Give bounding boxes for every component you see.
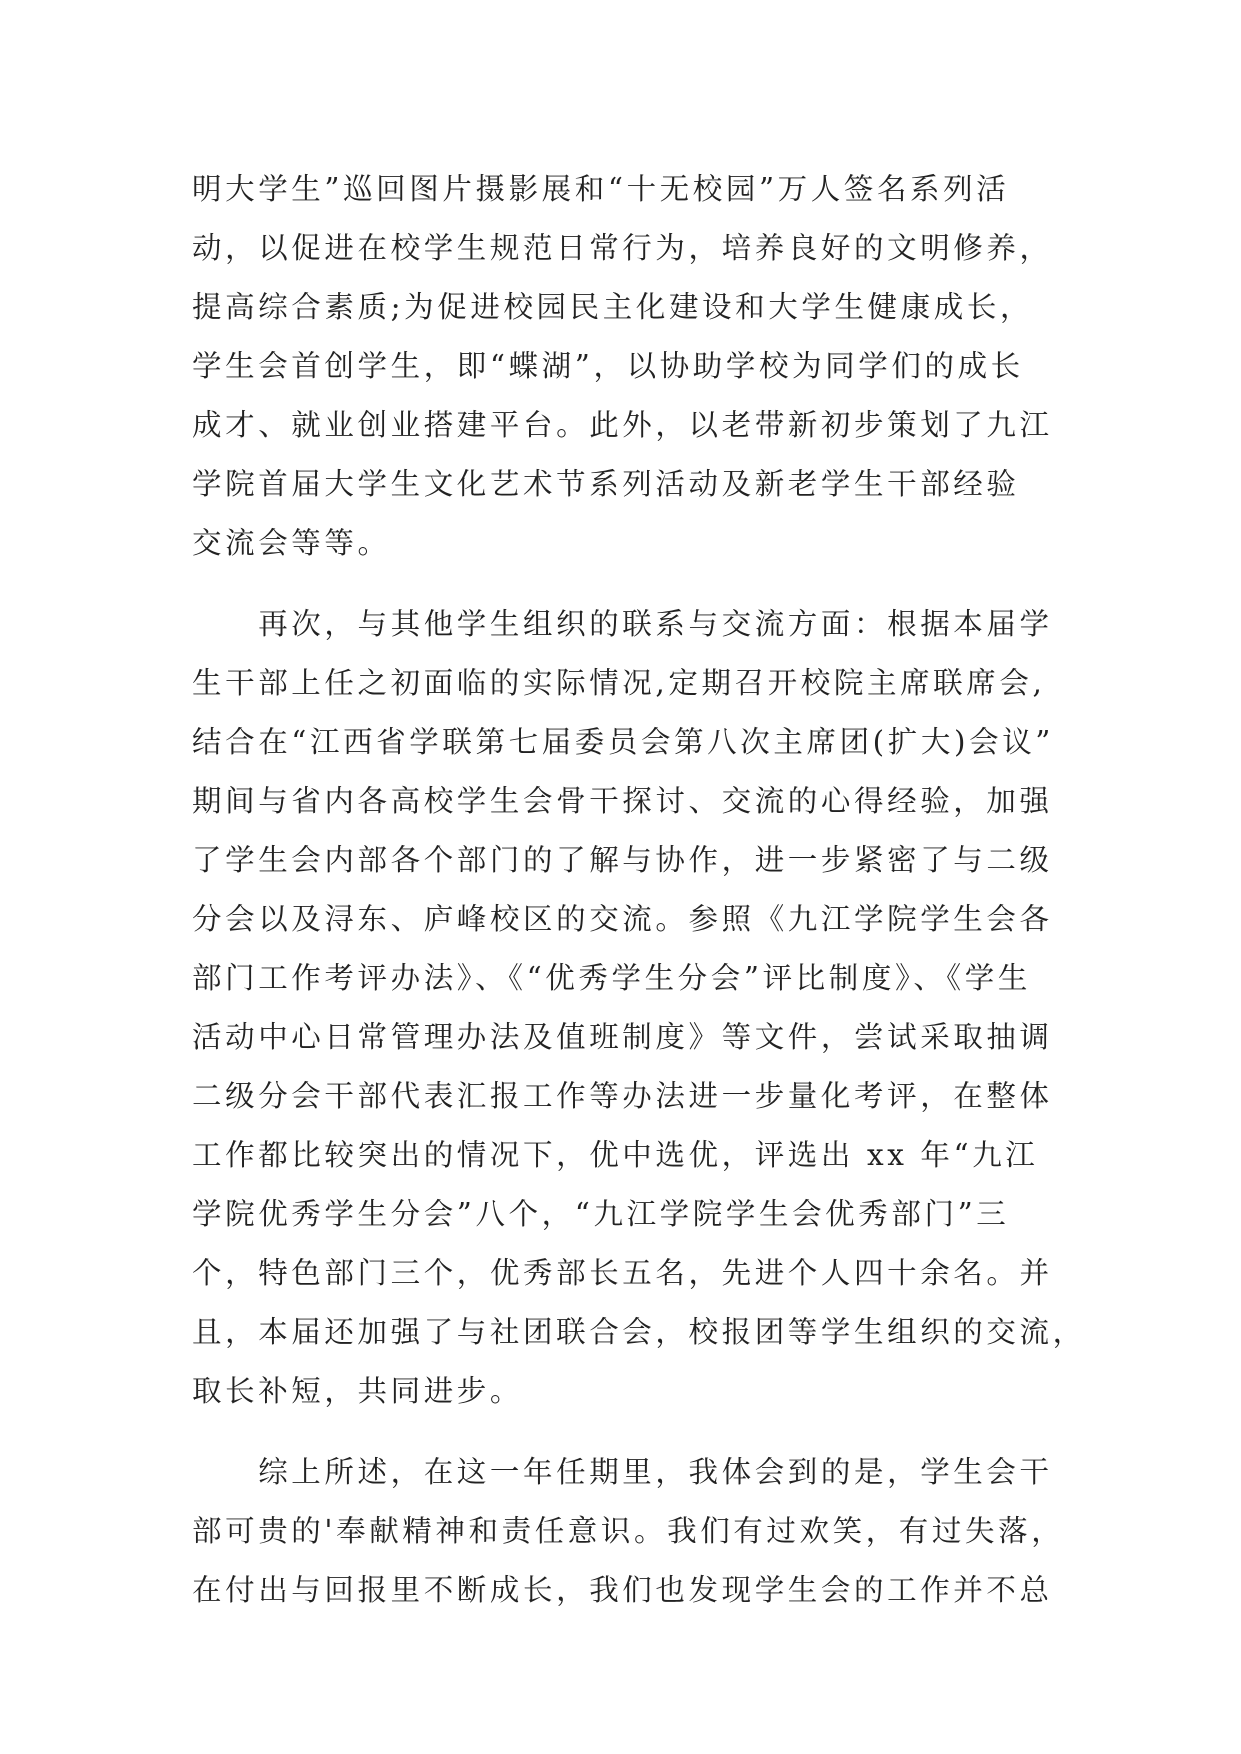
document-body (192, 160, 1086, 1620)
paragraph-spacer (192, 1421, 1052, 1443)
paragraph-1 (192, 160, 1052, 573)
text-line: 了学生会内部各个部门的了解与协作，进一步紧密了与二级 (192, 843, 1053, 877)
paragraph-2 (192, 595, 1086, 1421)
paragraph-spacer (192, 573, 1052, 595)
text-line: 部可贵的'奉献精神和责任意识。我们有过欢笑，有过失落， (192, 1514, 1065, 1548)
text-line: 成才、就业创业搭建平台。此外，以老带新初步策划了九江 (192, 408, 1053, 442)
text-line: 在付出与回报里不断成长，我们也发现学生会的工作并不总 (192, 1573, 1053, 1607)
text-line: 部门工作考评办法》、《“优秀学生分会”评比制度》、《学生 (192, 961, 1031, 995)
text-line: 工作都比较突出的情况下，优中选优，评选出 xx 年“九江 (192, 1138, 1039, 1172)
text-line: 分会以及浔东、庐峰校区的交流。参照《九江学院学生会各 (192, 902, 1053, 936)
text-line: 学生会首创学生，即“蝶湖”，以协助学校为同学们的成长 (192, 349, 1024, 383)
text-line: 明大学生”巡回图片摄影展和“十无校园”万人签名系列活 (192, 172, 1010, 206)
paragraph-3 (192, 1443, 1065, 1620)
text-line: 综上所述，在这一年任期里，我体会到的是，学生会干 (192, 1455, 1053, 1489)
text-line: 结合在“江西省学联第七届委员会第八次主席团(扩大)会议” (192, 725, 1054, 759)
text-line: 个，特色部门三个，优秀部长五名，先进个人四十余名。并 (192, 1256, 1053, 1290)
text-line: 学院首届大学生文化艺术节系列活动及新老学生干部经验 (192, 467, 1020, 501)
text-line: 学院优秀学生分会”八个，“九江学院学生会优秀部门”三 (192, 1197, 1010, 1231)
text-line: 取长补短，共同进步。 (192, 1374, 524, 1408)
text-line: 生干部上任之初面临的实际情况,定期召开校院主席联席会, (192, 666, 1046, 700)
text-line: 交流会等等。 (192, 526, 391, 560)
text-line: 再次，与其他学生组织的联系与交流方面：根据本届学 (192, 607, 1053, 641)
text-line: 二级分会干部代表汇报工作等办法进一步量化考评，在整体 (192, 1079, 1053, 1113)
text-line: 且，本届还加强了与社团联合会，校报团等学生组织的交流， (192, 1315, 1086, 1349)
text-line: 提高综合素质;为促进校园民主化建设和大学生健康成长， (192, 290, 1034, 324)
text-line: 活动中心日常管理办法及值班制度》等文件，尝试采取抽调 (192, 1020, 1053, 1054)
text-line: 期间与省内各高校学生会骨干探讨、交流的心得经验，加强 (192, 784, 1053, 818)
text-line: 动，以促进在校学生规范日常行为，培养良好的文明修养， (192, 231, 1053, 265)
